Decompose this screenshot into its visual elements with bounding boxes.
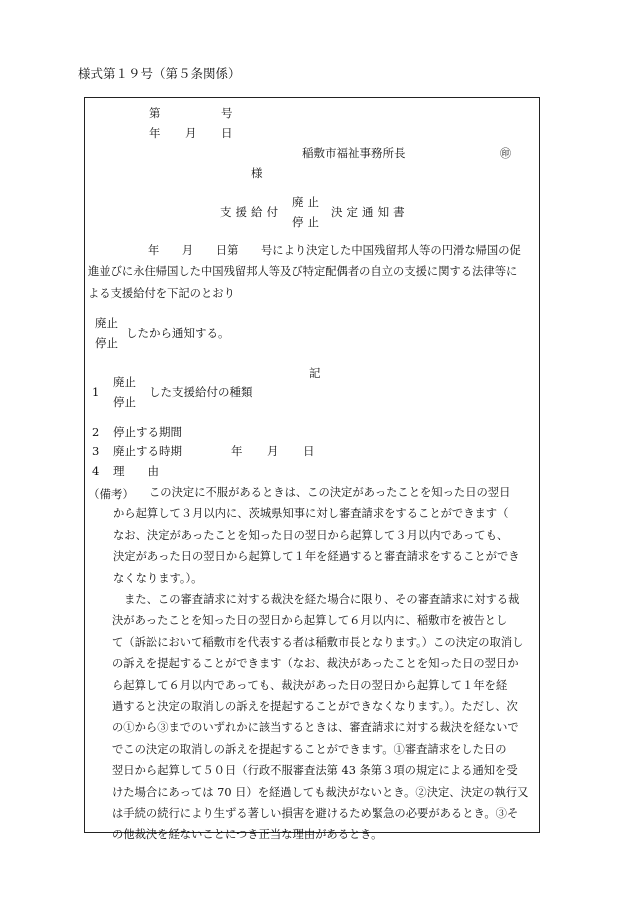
date-year-label: 年: [149, 126, 161, 140]
remarks-p2-line: 決があったことを知った日の翌日から起算して６月以内に、稲敷市を被告とし: [112, 614, 508, 628]
item4-number: 4: [92, 464, 100, 478]
title-stack-bottom: 停止: [292, 215, 324, 229]
remarks-paragraph-2: [88, 589, 528, 846]
item2-number: 2: [92, 425, 100, 439]
item2-text: 停止する期間: [113, 425, 182, 439]
remarks-p2-line: の他裁決を経ないことにつき正当な理由があるとき。: [112, 828, 383, 842]
remarks-p1-line: なお、決定があったことを知った日の翌日から起算して３月以内であっても、: [113, 528, 509, 542]
intro-line-1: 年 月 日第 号により決定した中国残留邦人等の円滑な帰国の促: [148, 244, 521, 257]
item3-text: 廃止する時期: [113, 444, 182, 458]
addressee-suffix: 様: [251, 166, 263, 180]
remarks-p2-line: ら起算して６月以内であっても、裁決があった日の翌日から起算して１年を経: [112, 678, 508, 692]
date-day-label: 日: [221, 126, 233, 140]
intro-stack-top: 廃止: [95, 316, 118, 330]
item1-stack-bottom: 停止: [113, 395, 136, 409]
item3-year-label: 年: [231, 444, 243, 458]
title-main: 支援給付: [220, 205, 283, 219]
item3-number: 3: [92, 444, 100, 458]
item1-stack-top: 廃止: [113, 375, 136, 389]
item3-month-label: 月: [267, 444, 279, 458]
remarks-p2-line: でこの決定の取消しの訴えを提起することができます。①審査請求をした日の: [112, 742, 507, 756]
intro-notice: したから通知する。: [126, 326, 230, 340]
item1-number: 1: [92, 385, 100, 399]
number-prefix: 第: [149, 106, 161, 120]
intro-stack-bottom: 停止: [95, 336, 118, 350]
remarks-p2-line: 過すると決定の取消しの訴えを提起することができなくなります。）。ただし、次: [112, 700, 518, 714]
seal-mark: ㊞: [500, 147, 511, 160]
remarks-p2-line: 翌日から起算して５０日（行政不服審査法第 43 条第３項の規定による通知を受: [112, 764, 518, 778]
remarks-p1-line: この決定に不服があるときは、この決定があったことを知った日の翌日: [149, 486, 511, 499]
remarks-p1-line: なくなります。）。: [113, 571, 203, 585]
remarks-p1-line: から起算して３月以内に、茨城県知事に対し審査請求をすることができます（: [113, 507, 509, 521]
intro-line-2: 進並びに永住帰国した中国残留邦人等及び特定配偶者の自立の支援に関する法律等に: [88, 265, 518, 279]
issuer-name: 稲敷市福祉事務所長: [302, 146, 406, 160]
remarks-p2-line: は手続の続行により生ずる著しい損害を避けるため緊急の必要があるとき。③そ: [112, 807, 519, 821]
date-month-label: 月: [185, 126, 197, 140]
remarks-paragraph-1: [113, 482, 520, 589]
item3-day-label: 日: [303, 444, 315, 458]
remarks-p1-line: 決定があった日の翌日から起算して１年を経過すると審査請求をすることができ: [113, 550, 520, 564]
item4-text: 理 由: [113, 464, 159, 478]
intro-paragraph: [88, 240, 521, 304]
title-suffix: 決定通知書: [331, 205, 409, 219]
remarks-p2-line: て（訴訟において稲敷市を代表する者は稲敷市長となります。）この決定の取消し: [112, 635, 524, 649]
ki-heading: 記: [309, 366, 321, 380]
remarks-p2-line: の①から③までのいずれかに該当するときは、審査請求に対する裁決を経ないで: [112, 721, 519, 735]
intro-line-3: よる支援給付を下記のとおり: [88, 286, 235, 300]
number-suffix: 号: [221, 106, 233, 120]
item1-text: した支援給付の種類: [149, 385, 253, 399]
remarks-label: （備考）: [88, 487, 134, 501]
form-number: 様式第１９号（第５条関係）: [78, 66, 241, 81]
title-stack-top: 廃止: [292, 195, 324, 209]
remarks-p2-line: また、この審査請求に対する裁決を経た場合に限り、その審査請求に対する裁: [124, 593, 520, 606]
remarks-p2-line: の訴えを提起することができます（なお、裁決があったことを知った日の翌日か: [112, 657, 519, 671]
remarks-p2-line: けた場合にあっては 70 日）を経過しても裁決がないとき。②決定、決定の執行又: [112, 785, 529, 799]
